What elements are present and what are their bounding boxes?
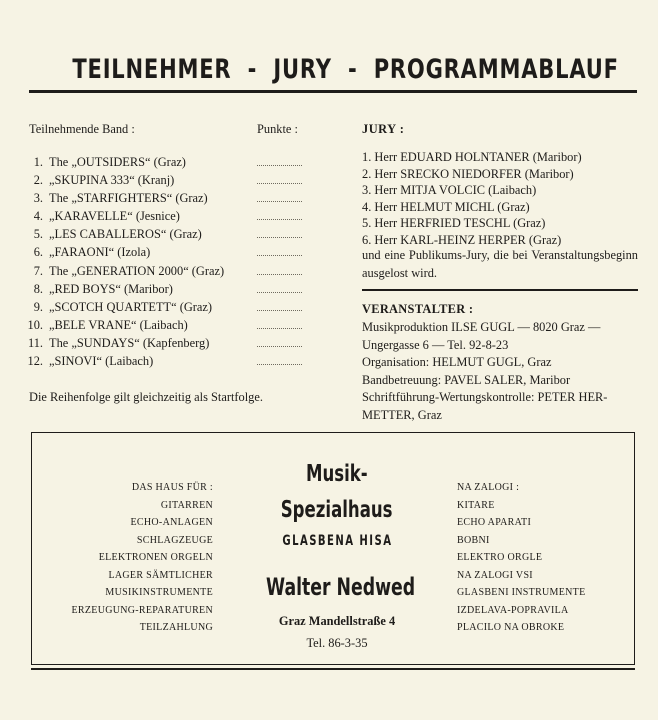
band-name: „SINOVI“ (Laibach) <box>49 354 154 369</box>
advert-item: GLASBENI INSTRUMENTE <box>457 587 586 598</box>
band-number: 2. <box>33 173 43 188</box>
start-order-note: Die Reihenfolge gilt gleichzeitig als Startfolge. <box>29 390 263 404</box>
jury-member: 2. Herr SRECKO NIEDORFER (Maribor) <box>362 166 574 181</box>
advert-german-list <box>32 479 213 637</box>
points-blank <box>257 310 302 311</box>
advert-item: ELEKTRONEN ORGELN <box>98 552 213 563</box>
points-blank <box>257 274 302 275</box>
band-list <box>29 153 309 370</box>
points-blank <box>257 183 302 184</box>
band-row <box>29 225 309 243</box>
band-name: „KARAVELLE“ (Jesnice) <box>49 209 180 224</box>
brand-line-glasbena: GLASBENA HISA <box>281 533 393 549</box>
advert-slovene-list <box>457 479 627 637</box>
jury-member: 4. Herr HELMUT MICHL (Graz) <box>362 199 530 214</box>
band-row <box>29 280 309 298</box>
organizer-line: Bandbetreuung: PAVEL SALER, Maribor <box>362 372 571 387</box>
jury-member: 3. Herr MITJA VOLCIC (Laibach) <box>362 183 537 197</box>
advert-item: ERZEUGUNG-REPARATUREN <box>71 604 213 616</box>
advert-item: BOBNI <box>457 534 490 546</box>
points-blank <box>257 328 302 329</box>
band-name: The „SUNDAYS“ (Kapfenberg) <box>49 335 210 350</box>
band-name: „FARAONI“ (Izola) <box>49 245 151 260</box>
advert-item: GITARREN <box>160 499 213 511</box>
band-row <box>29 189 309 207</box>
advert-item: DAS HAUS FÜR : <box>131 482 213 493</box>
advert-item: LAGER SÄMTLICHER <box>108 569 213 581</box>
band-number: 9. <box>33 299 43 314</box>
band-row <box>29 262 309 280</box>
advert-item: ECHO-ANLAGEN <box>130 517 213 528</box>
band-name: „SCOTCH QUARTETT“ (Graz) <box>49 299 213 314</box>
band-number: 5. <box>33 227 43 242</box>
points-blank <box>257 255 302 256</box>
band-row <box>29 153 309 171</box>
band-name: „BELE VRANE“ (Laibach) <box>49 317 188 332</box>
brand-line-musik: Musik- <box>306 461 368 487</box>
jury-list <box>362 149 638 248</box>
advert-item: KITARE <box>457 499 495 511</box>
organizer-details <box>362 319 638 424</box>
advert-item: PLACILO NA OBROKE <box>457 622 565 633</box>
band-number: 3. <box>33 191 43 206</box>
band-number: 8. <box>33 281 43 296</box>
shop-phone: Tel. 86-3-35 <box>306 636 368 650</box>
points-blank <box>257 292 302 293</box>
organizer-line: Schriftführung-Wertungskontrolle: PETER HER- <box>362 390 608 404</box>
band-number: 11. <box>27 335 43 350</box>
points-blank <box>257 364 302 365</box>
organizer-line: Musikproduktion ILSE GUGL — 8020 Graz — <box>362 320 601 334</box>
organizer-line: Organisation: HELMUT GUGL, Graz <box>362 355 552 369</box>
organizer-line: Ungergasse 6 — Tel. 92-8-23 <box>362 337 509 352</box>
band-row <box>29 207 309 225</box>
jury-member: 1. Herr EDUARD HOLNTANER (Maribor) <box>362 150 582 164</box>
section-divider <box>362 289 638 291</box>
advert-item: NA ZALOGI : <box>457 482 520 493</box>
points-blank <box>257 201 302 202</box>
advert-item: SCHLAGZEUGE <box>136 534 213 546</box>
band-name: „SKUPINA 333“ (Kranj) <box>49 173 175 188</box>
band-number: 10. <box>27 317 43 332</box>
band-row <box>29 298 309 316</box>
title-divider <box>29 90 637 93</box>
advert-item: ELEKTRO ORGLE <box>457 552 543 563</box>
band-row <box>29 171 309 189</box>
organizer-line: METTER, Graz <box>362 407 442 422</box>
advertisement-box <box>31 432 635 665</box>
points-blank <box>257 237 302 238</box>
participants-header <box>29 122 309 140</box>
advert-item: IZDELAVA-POPRAVILA <box>457 604 569 616</box>
band-name: „LES CABALLEROS“ (Graz) <box>49 227 202 242</box>
band-row <box>29 352 309 370</box>
brand-line-spezialhaus: Spezialhaus <box>281 497 393 523</box>
points-blank <box>257 165 302 166</box>
band-number: 1. <box>33 155 43 169</box>
band-name: The „STARFIGHTERS“ (Graz) <box>49 191 208 206</box>
band-number: 6. <box>33 245 43 260</box>
band-row <box>29 334 309 352</box>
band-row <box>29 243 309 261</box>
jury-member: 6. Herr KARL-HEINZ HERPER (Graz) <box>362 232 562 247</box>
participants-section <box>27 122 309 404</box>
bottom-divider <box>31 668 635 670</box>
points-blank <box>257 346 302 347</box>
advert-item: NA ZALOGI VSI <box>457 569 533 581</box>
advert-item: TEILZAHLUNG <box>139 622 213 633</box>
page-title: TEILNEHMER - JURY - PROGRAMMABLAUF <box>72 54 619 85</box>
jury-member: 5. Herr HERFRIED TESCHL (Graz) <box>362 216 546 230</box>
band-number: 4. <box>33 209 43 224</box>
band-row <box>29 316 309 334</box>
organizer-heading: VERANSTALTER : <box>362 302 474 316</box>
band-number: 12. <box>27 354 43 369</box>
shop-address: Graz Mandellstraße 4 <box>278 614 396 628</box>
band-name: The „OUTSIDERS“ (Graz) <box>49 155 186 169</box>
audience-jury-note: und eine Publikums-Jury, die bei Veranstaltungsbeginn ausgelost wird. <box>362 248 638 280</box>
band-name: „RED BOYS“ (Maribor) <box>49 281 173 296</box>
advert-item: MUSIKINSTRUMENTE <box>105 587 213 598</box>
points-column-label: Punkte : <box>257 122 298 136</box>
advert-item: ECHO APARATI <box>457 517 532 528</box>
points-blank <box>257 219 302 220</box>
band-name: The „GENERATION 2000“ (Graz) <box>49 263 225 278</box>
jury-heading: JURY : <box>362 122 405 136</box>
brand-name: Walter Nedwed <box>266 573 416 601</box>
band-number: 7. <box>33 263 43 278</box>
band-column-label: Teilnehmende Band : <box>29 122 135 136</box>
